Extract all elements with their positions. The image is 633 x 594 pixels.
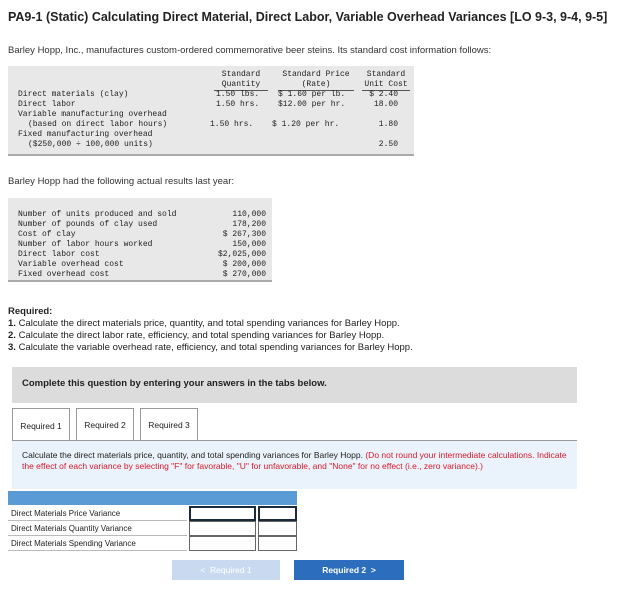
quantity-variance-effect-select[interactable] [258, 521, 297, 536]
answer-row-label: Direct Materials Spending Variance [8, 537, 187, 551]
question-panel [12, 440, 577, 489]
required-list [8, 318, 413, 354]
actual-label: Fixed overhead cost [18, 270, 110, 279]
tab-required-2[interactable]: Required 2 [76, 408, 134, 442]
instruction-banner [12, 367, 577, 403]
std-row-qty: 1.50 lbs. [216, 90, 260, 99]
std-row-unit: 1.80 [378, 120, 398, 129]
actual-label: Cost of clay [18, 230, 76, 239]
spending-variance-effect-select[interactable] [258, 536, 297, 551]
tab-required-3[interactable]: Required 3 [140, 408, 198, 442]
col-unit-h2: Unit Cost [364, 80, 408, 89]
actual-value: 178,200 [232, 220, 266, 229]
actual-value: $ 200,000 [222, 260, 266, 269]
col-qty-h1: Standard [221, 70, 261, 79]
answer-grid-header [8, 491, 297, 505]
std-row-qty: 1.50 hrs. [216, 100, 260, 109]
price-variance-effect-select[interactable] [258, 506, 297, 521]
actual-value: $2,025,000 [217, 250, 266, 259]
previous-button[interactable]: < Required 1 [172, 560, 280, 580]
actual-value: 110,000 [232, 210, 266, 219]
actual-label: Number of units produced and sold [18, 210, 177, 219]
answer-row-label: Direct Materials Quantity Variance [8, 522, 187, 536]
col-price-h1: Standard Price [282, 70, 350, 79]
actual-value: 150,000 [232, 240, 266, 249]
std-row-price: $12.00 per hr. [278, 100, 346, 109]
chevron-left-icon: < [200, 565, 211, 575]
answer-row-label: Direct Materials Price Variance [8, 507, 187, 521]
col-qty-h2: Quantity [221, 80, 261, 89]
spending-variance-amount-input[interactable] [189, 536, 256, 551]
col-price-h2: (Rate) [301, 80, 331, 89]
std-row-price: $ 1.20 per hr. [272, 120, 340, 129]
required-item: 1. Calculate the direct materials price, quantity, and total spending variances for Barley Hopp. [8, 318, 400, 329]
question-instruction: Calculate the direct materials price, quantity, and total spending variances for Barley Hopp. (Do not round your intermediate calculations. Indicate the effect of each variance by selecting "F" for favorable, "U" for unfavorable, and "None" for no effect (i.e., zero variance).) [22, 450, 567, 471]
required-heading: Required: [8, 306, 53, 317]
std-row-unit: $ 2.40 [369, 90, 398, 99]
actual-label: Number of labor hours worked [18, 240, 153, 249]
std-row-sublabel: ($250,000 ÷ 100,000 units) [28, 140, 153, 149]
std-row-unit: 18.00 [373, 100, 398, 109]
col-unit-h1: Standard [366, 70, 406, 79]
std-row-price: $ 1.60 per lb. [278, 90, 346, 99]
price-variance-amount-input[interactable] [189, 506, 256, 521]
actual-results-table [8, 198, 272, 282]
chevron-right-icon: > [366, 565, 376, 575]
page-title: PA9-1 (Static) Calculating Direct Material, Direct Labor, Variable Overhead Variances [LO 9-3, 9-4, 9-5] [8, 10, 608, 24]
actual-intro: Barley Hopp had the following actual results last year: [8, 176, 235, 187]
intro-text: Barley Hopp, Inc., manufactures custom-ordered commemorative beer steins. Its standard cost information follows: [8, 45, 492, 56]
std-row-label: Variable manufacturing overhead [18, 110, 167, 119]
actual-value: $ 267,300 [222, 230, 266, 239]
std-row-label: Fixed manufacturing overhead [18, 130, 153, 139]
required-item: 3. Calculate the variable overhead rate, efficiency, and total spending variances for Barley Hopp. [8, 342, 413, 353]
actual-label: Number of pounds of clay used [18, 220, 158, 229]
standard-cost-table [8, 66, 414, 156]
quantity-variance-amount-input[interactable] [189, 521, 256, 536]
banner-text: Complete this question by entering your answers in the tabs below. [22, 378, 327, 389]
std-row-sublabel: (based on direct labor hours) [28, 120, 168, 129]
std-row-label: Direct materials (clay) [18, 90, 129, 99]
actual-label: Variable overhead cost [18, 260, 124, 269]
std-row-unit: 2.50 [378, 140, 398, 149]
std-row-qty: 1.50 hrs. [210, 120, 254, 129]
actual-value: $ 270,000 [222, 270, 266, 279]
actual-label: Direct labor cost [18, 250, 100, 259]
next-button[interactable]: Required 2 > [294, 560, 404, 580]
std-row-label: Direct labor [18, 100, 76, 109]
required-item: 2. Calculate the direct labor rate, efficiency, and total spending variances for Barley Hopp. [8, 330, 385, 341]
tab-required-1[interactable]: Required 1 [12, 408, 70, 442]
